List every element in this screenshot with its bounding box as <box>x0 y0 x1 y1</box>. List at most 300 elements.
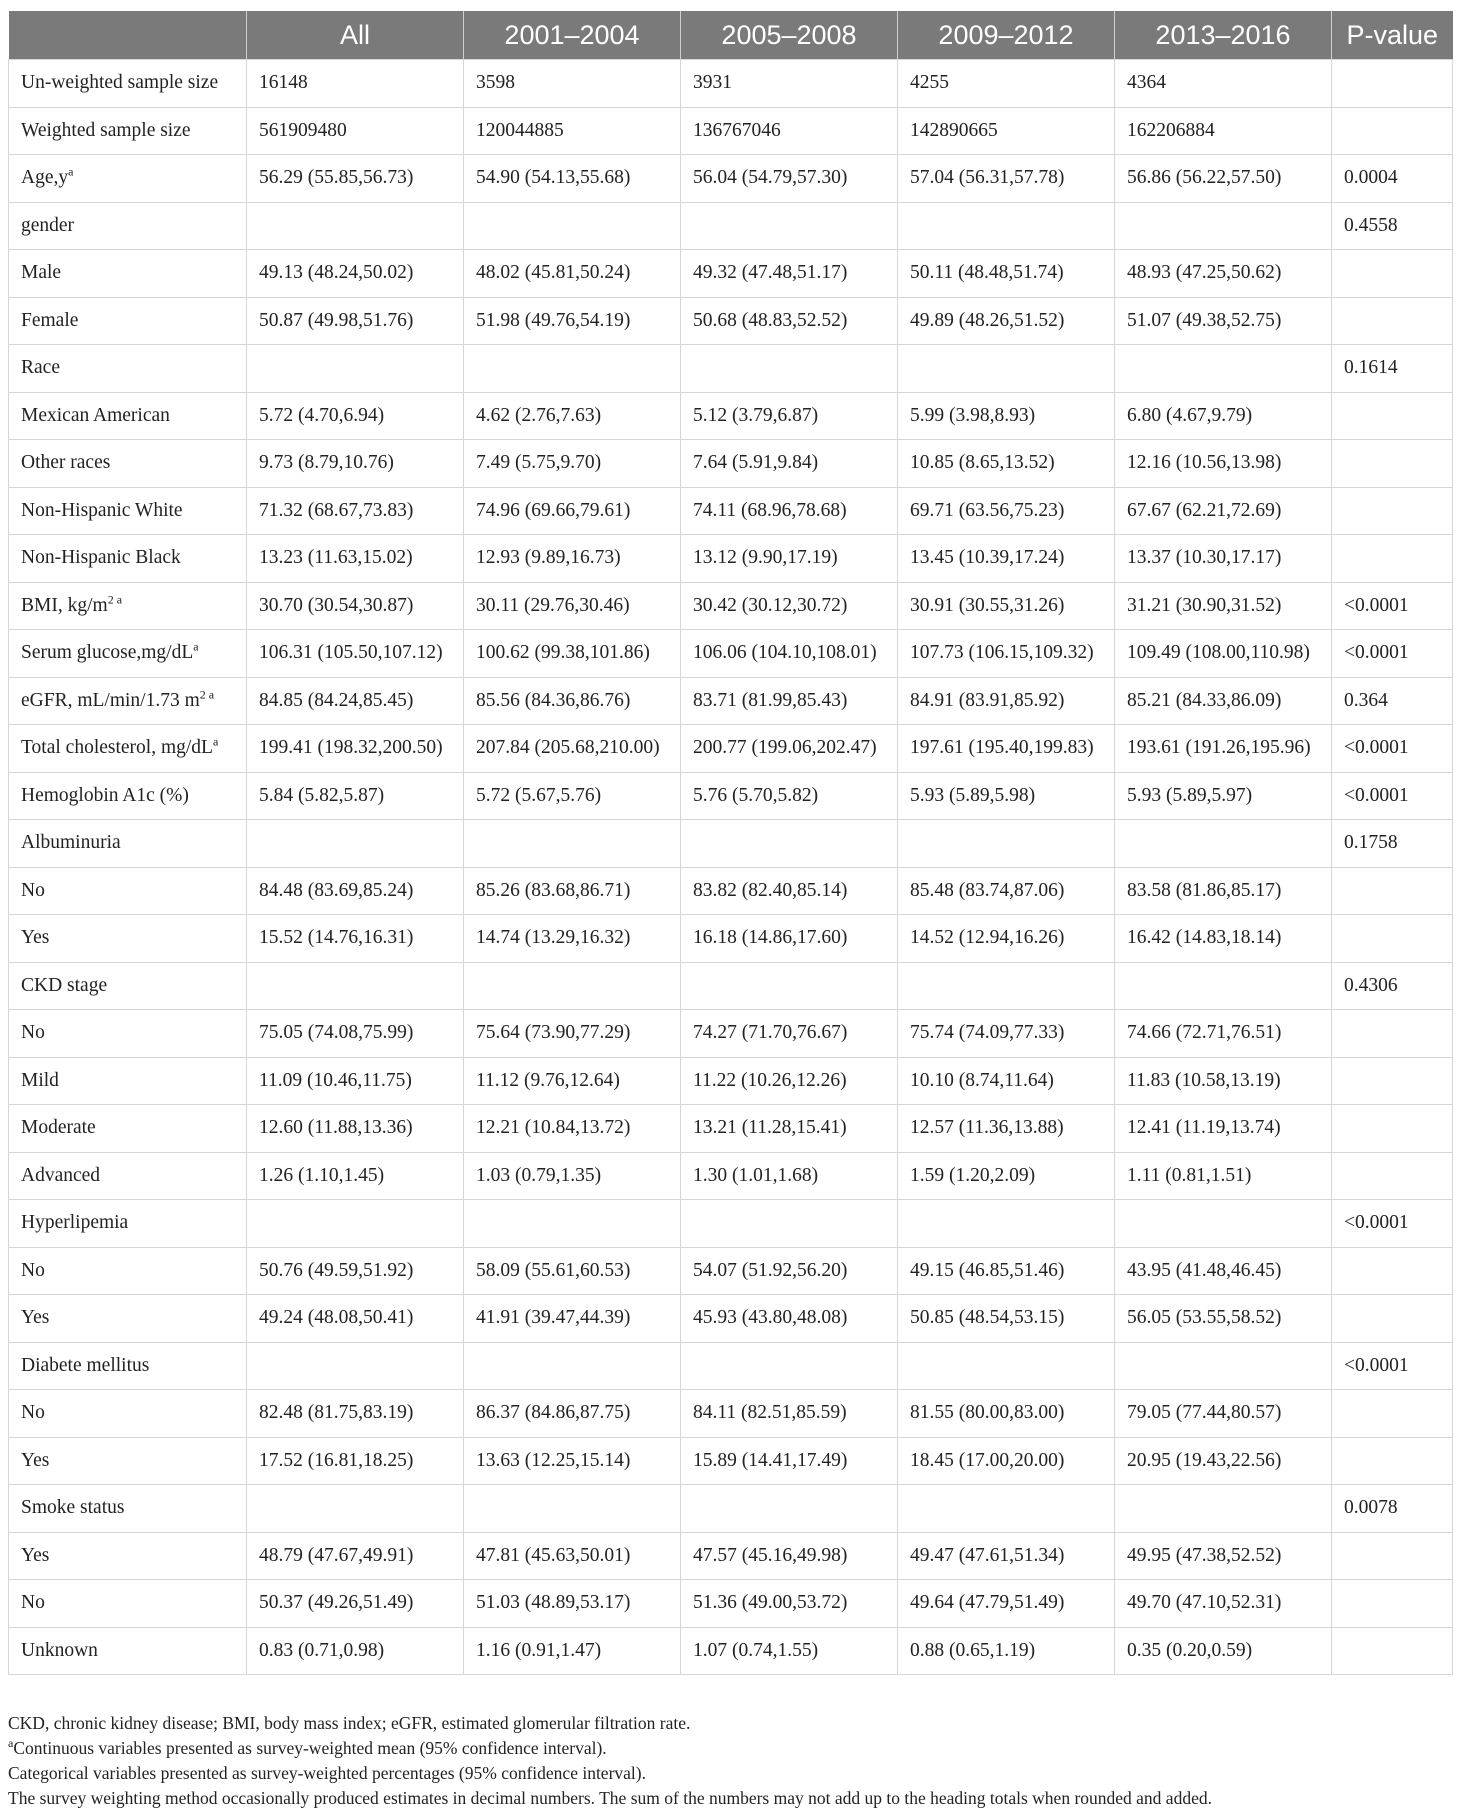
p-value-cell <box>1332 1295 1453 1343</box>
data-cell: 5.72 (5.67,5.76) <box>464 772 681 820</box>
row-label <box>9 1105 247 1153</box>
data-cell: 11.09 (10.46,11.75) <box>247 1057 464 1105</box>
row-label <box>9 772 247 820</box>
data-cell: 13.45 (10.39,17.24) <box>898 535 1115 583</box>
table-row <box>9 915 1453 963</box>
data-cell: 83.82 (82.40,85.14) <box>681 867 898 915</box>
p-value-cell: 0.364 <box>1332 677 1453 725</box>
p-value-cell <box>1332 1010 1453 1058</box>
row-label <box>9 202 247 250</box>
table-row <box>9 1342 1453 1390</box>
table-row <box>9 1580 1453 1628</box>
table-row <box>9 60 1453 108</box>
data-cell: 106.31 (105.50,107.12) <box>247 630 464 678</box>
row-label-text: Serum glucose,mg/dL <box>21 642 194 664</box>
data-cell: 100.62 (99.38,101.86) <box>464 630 681 678</box>
data-cell: 54.07 (51.92,56.20) <box>681 1247 898 1295</box>
row-label <box>9 1580 247 1628</box>
table-row <box>9 297 1453 345</box>
row-label <box>9 1390 247 1438</box>
data-cell: 11.12 (9.76,12.64) <box>464 1057 681 1105</box>
data-cell: 41.91 (39.47,44.39) <box>464 1295 681 1343</box>
header-cell: All <box>247 11 464 60</box>
data-cell: 106.06 (104.10,108.01) <box>681 630 898 678</box>
p-value-cell <box>1332 1105 1453 1153</box>
table-body <box>9 60 1453 1675</box>
data-cell: 45.93 (43.80,48.08) <box>681 1295 898 1343</box>
data-cell <box>247 1342 464 1390</box>
data-cell <box>1115 202 1332 250</box>
row-label <box>9 1437 247 1485</box>
data-cell: 47.81 (45.63,50.01) <box>464 1532 681 1580</box>
p-value-cell: 0.0004 <box>1332 155 1453 203</box>
footnote-continuous <box>8 1736 1452 1761</box>
p-value-cell: <0.0001 <box>1332 1200 1453 1248</box>
data-cell: 56.86 (56.22,57.50) <box>1115 155 1332 203</box>
row-label-text: Mexican American <box>21 404 170 426</box>
data-cell: 207.84 (205.68,210.00) <box>464 725 681 773</box>
data-cell: 50.37 (49.26,51.49) <box>247 1580 464 1628</box>
data-cell: 11.83 (10.58,13.19) <box>1115 1057 1332 1105</box>
footnote-abbreviations: CKD, chronic kidney disease; BMI, body mass index; eGFR, estimated glomerular filtration rate. <box>8 1713 691 1733</box>
p-value-cell <box>1332 392 1453 440</box>
row-label-text: No <box>21 879 45 901</box>
data-cell: 120044885 <box>464 107 681 155</box>
data-cell: 1.26 (1.10,1.45) <box>247 1152 464 1200</box>
data-cell <box>1115 962 1332 1010</box>
data-cell: 5.76 (5.70,5.82) <box>681 772 898 820</box>
data-cell: 13.37 (10.30,17.17) <box>1115 535 1332 583</box>
table-row <box>9 1057 1453 1105</box>
header-cell: P-value <box>1332 11 1453 60</box>
data-cell: 82.48 (81.75,83.19) <box>247 1390 464 1438</box>
p-value-cell <box>1332 1437 1453 1485</box>
data-cell <box>898 202 1115 250</box>
row-label-text: No <box>21 1259 45 1281</box>
data-cell: 16148 <box>247 60 464 108</box>
data-cell: 4.62 (2.76,7.63) <box>464 392 681 440</box>
p-value-cell <box>1332 915 1453 963</box>
table-row <box>9 1295 1453 1343</box>
data-cell: 7.49 (5.75,9.70) <box>464 440 681 488</box>
row-label-text: Moderate <box>21 1117 96 1139</box>
row-label-text: Yes <box>21 1449 50 1471</box>
data-cell: 13.23 (11.63,15.02) <box>247 535 464 583</box>
data-cell: 49.89 (48.26,51.52) <box>898 297 1115 345</box>
data-cell: 83.58 (81.86,85.17) <box>1115 867 1332 915</box>
data-cell: 5.93 (5.89,5.97) <box>1115 772 1332 820</box>
row-label-text: Un-weighted sample size <box>21 72 219 94</box>
table-row <box>9 962 1453 1010</box>
data-cell: 9.73 (8.79,10.76) <box>247 440 464 488</box>
table-row <box>9 582 1453 630</box>
table-row <box>9 772 1453 820</box>
data-cell: 107.73 (106.15,109.32) <box>898 630 1115 678</box>
data-cell: 12.16 (10.56,13.98) <box>1115 440 1332 488</box>
table-row <box>9 250 1453 298</box>
row-label-text: Other races <box>21 452 111 474</box>
p-value-cell <box>1332 487 1453 535</box>
data-cell: 49.15 (46.85,51.46) <box>898 1247 1115 1295</box>
data-cell: 12.57 (11.36,13.88) <box>898 1105 1115 1153</box>
data-cell <box>247 820 464 868</box>
data-cell: 136767046 <box>681 107 898 155</box>
data-cell: 3931 <box>681 60 898 108</box>
p-value-cell: <0.0001 <box>1332 582 1453 630</box>
table-row <box>9 1010 1453 1058</box>
data-cell <box>898 820 1115 868</box>
data-cell: 3598 <box>464 60 681 108</box>
table-row <box>9 1200 1453 1248</box>
data-cell: 12.41 (11.19,13.74) <box>1115 1105 1332 1153</box>
data-cell: 109.49 (108.00,110.98) <box>1115 630 1332 678</box>
data-cell: 1.11 (0.81,1.51) <box>1115 1152 1332 1200</box>
p-value-cell <box>1332 1390 1453 1438</box>
p-value-cell: 0.4558 <box>1332 202 1453 250</box>
row-label <box>9 1627 247 1675</box>
table-row <box>9 392 1453 440</box>
data-cell: 84.85 (84.24,85.45) <box>247 677 464 725</box>
data-cell <box>1115 345 1332 393</box>
data-cell: 5.72 (4.70,6.94) <box>247 392 464 440</box>
data-cell: 4255 <box>898 60 1115 108</box>
data-cell: 6.80 (4.67,9.79) <box>1115 392 1332 440</box>
row-label-text: No <box>21 1022 45 1044</box>
row-label-superscript: a <box>193 639 199 654</box>
data-cell: 13.12 (9.90,17.19) <box>681 535 898 583</box>
data-cell <box>1115 1200 1332 1248</box>
row-label-text: Diabete mellitus <box>21 1354 150 1376</box>
row-label <box>9 820 247 868</box>
header-cell: 2013–2016 <box>1115 11 1332 60</box>
data-cell: 85.56 (84.36,86.76) <box>464 677 681 725</box>
data-cell: 49.32 (47.48,51.17) <box>681 250 898 298</box>
data-cell: 84.11 (82.51,85.59) <box>681 1390 898 1438</box>
data-cell <box>464 1485 681 1533</box>
data-cell: 5.99 (3.98,8.93) <box>898 392 1115 440</box>
data-cell: 10.85 (8.65,13.52) <box>898 440 1115 488</box>
row-label-text: Yes <box>21 927 50 949</box>
data-cell: 56.04 (54.79,57.30) <box>681 155 898 203</box>
footnote-continuous-text: Continuous variables presented as survey-weighted mean (95% confidence interval). <box>13 1738 607 1758</box>
data-cell <box>464 962 681 1010</box>
table-container <box>8 11 1452 1675</box>
row-label <box>9 155 247 203</box>
p-value-cell <box>1332 1247 1453 1295</box>
footnote-mark: a <box>8 1736 14 1751</box>
data-cell <box>681 962 898 1010</box>
data-cell: 30.91 (30.55,31.26) <box>898 582 1115 630</box>
data-cell: 49.24 (48.08,50.41) <box>247 1295 464 1343</box>
data-cell: 58.09 (55.61,60.53) <box>464 1247 681 1295</box>
data-cell: 49.64 (47.79,51.49) <box>898 1580 1115 1628</box>
p-value-cell <box>1332 1532 1453 1580</box>
data-cell <box>247 962 464 1010</box>
row-label <box>9 535 247 583</box>
data-cell: 1.07 (0.74,1.55) <box>681 1627 898 1675</box>
data-cell: 17.52 (16.81,18.25) <box>247 1437 464 1485</box>
data-cell <box>898 1485 1115 1533</box>
data-cell: 75.05 (74.08,75.99) <box>247 1010 464 1058</box>
footnote-weighting: The survey weighting method occasionally produced estimates in decimal numbers. The sum of the numbers may not add up to the heading totals when rounded and added. <box>8 1788 1212 1808</box>
data-cell: 5.84 (5.82,5.87) <box>247 772 464 820</box>
data-cell <box>1115 1485 1332 1533</box>
p-value-cell: <0.0001 <box>1332 725 1453 773</box>
table-row <box>9 1627 1453 1675</box>
data-cell: 71.32 (68.67,73.83) <box>247 487 464 535</box>
row-label <box>9 392 247 440</box>
row-label <box>9 725 247 773</box>
data-cell: 84.91 (83.91,85.92) <box>898 677 1115 725</box>
row-label <box>9 1010 247 1058</box>
data-cell: 31.21 (30.90,31.52) <box>1115 582 1332 630</box>
data-cell: 49.13 (48.24,50.02) <box>247 250 464 298</box>
p-value-cell: 0.1614 <box>1332 345 1453 393</box>
data-cell: 85.26 (83.68,86.71) <box>464 867 681 915</box>
data-cell: 162206884 <box>1115 107 1332 155</box>
data-cell: 1.30 (1.01,1.68) <box>681 1152 898 1200</box>
p-value-cell: 0.4306 <box>1332 962 1453 1010</box>
data-cell: 85.21 (84.33,86.09) <box>1115 677 1332 725</box>
table-row <box>9 1390 1453 1438</box>
table-row <box>9 440 1453 488</box>
data-cell: 69.71 (63.56,75.23) <box>898 487 1115 535</box>
data-cell: 48.93 (47.25,50.62) <box>1115 250 1332 298</box>
data-cell: 74.66 (72.71,76.51) <box>1115 1010 1332 1058</box>
row-label-text: Yes <box>21 1544 50 1566</box>
row-label-text: Albuminuria <box>21 832 121 854</box>
data-cell: 561909480 <box>247 107 464 155</box>
data-cell: 54.90 (54.13,55.68) <box>464 155 681 203</box>
row-label-text: Mild <box>21 1069 59 1091</box>
data-cell: 56.05 (53.55,58.52) <box>1115 1295 1332 1343</box>
table-row <box>9 1532 1453 1580</box>
data-cell <box>464 1200 681 1248</box>
p-value-cell: <0.0001 <box>1332 630 1453 678</box>
data-cell: 5.12 (3.79,6.87) <box>681 392 898 440</box>
data-cell: 14.52 (12.94,16.26) <box>898 915 1115 963</box>
data-cell: 67.67 (62.21,72.69) <box>1115 487 1332 535</box>
table-row <box>9 345 1453 393</box>
row-label <box>9 630 247 678</box>
data-cell: 18.45 (17.00,20.00) <box>898 1437 1115 1485</box>
row-label <box>9 107 247 155</box>
data-cell: 12.93 (9.89,16.73) <box>464 535 681 583</box>
table-row <box>9 677 1453 725</box>
data-cell: 10.10 (8.74,11.64) <box>898 1057 1115 1105</box>
table-header-row <box>9 11 1453 60</box>
table-row <box>9 1247 1453 1295</box>
table-row <box>9 1152 1453 1200</box>
data-cell: 49.47 (47.61,51.34) <box>898 1532 1115 1580</box>
data-cell: 30.11 (29.76,30.46) <box>464 582 681 630</box>
data-cell: 30.70 (30.54,30.87) <box>247 582 464 630</box>
p-value-cell <box>1332 60 1453 108</box>
data-cell: 43.95 (41.48,46.45) <box>1115 1247 1332 1295</box>
row-label <box>9 297 247 345</box>
row-label-text: Weighted sample size <box>21 119 191 141</box>
header-cell <box>9 11 247 60</box>
data-cell: 0.88 (0.65,1.19) <box>898 1627 1115 1675</box>
p-value-cell <box>1332 1152 1453 1200</box>
data-cell <box>681 345 898 393</box>
header-cell: 2005–2008 <box>681 11 898 60</box>
p-value-cell: 0.1758 <box>1332 820 1453 868</box>
data-cell: 20.95 (19.43,22.56) <box>1115 1437 1332 1485</box>
data-cell <box>898 962 1115 1010</box>
table-row <box>9 202 1453 250</box>
row-label-text: Age,y <box>21 167 69 189</box>
row-label-text: Hemoglobin A1c (%) <box>21 784 189 806</box>
p-value-cell <box>1332 297 1453 345</box>
row-label <box>9 1247 247 1295</box>
row-label <box>9 1295 247 1343</box>
data-cell: 5.93 (5.89,5.98) <box>898 772 1115 820</box>
data-cell: 0.83 (0.71,0.98) <box>247 1627 464 1675</box>
data-cell: 51.36 (49.00,53.72) <box>681 1580 898 1628</box>
p-value-cell <box>1332 250 1453 298</box>
row-label-text: Smoke status <box>21 1497 125 1519</box>
data-cell: 0.35 (0.20,0.59) <box>1115 1627 1332 1675</box>
table-row <box>9 725 1453 773</box>
data-cell: 74.96 (69.66,79.61) <box>464 487 681 535</box>
p-value-cell <box>1332 1627 1453 1675</box>
data-cell <box>464 1342 681 1390</box>
data-cell <box>1115 1342 1332 1390</box>
data-cell: 81.55 (80.00,83.00) <box>898 1390 1115 1438</box>
data-cell <box>681 1485 898 1533</box>
data-cell: 49.95 (47.38,52.52) <box>1115 1532 1332 1580</box>
row-label-text: eGFR, mL/min/1.73 m <box>21 689 200 711</box>
footnote-categorical: Categorical variables presented as survey-weighted percentages (95% confidence interval). <box>8 1763 646 1783</box>
row-label-text: No <box>21 1402 45 1424</box>
data-cell: 50.85 (48.54,53.15) <box>898 1295 1115 1343</box>
data-cell: 75.64 (73.90,77.29) <box>464 1010 681 1058</box>
data-table <box>8 11 1453 1675</box>
data-cell <box>247 345 464 393</box>
p-value-cell <box>1332 1057 1453 1105</box>
data-cell: 50.76 (49.59,51.92) <box>247 1247 464 1295</box>
data-cell: 197.61 (195.40,199.83) <box>898 725 1115 773</box>
data-cell: 12.21 (10.84,13.72) <box>464 1105 681 1153</box>
row-label-text: Hyperlipemia <box>21 1212 129 1234</box>
table-row <box>9 630 1453 678</box>
data-cell: 142890665 <box>898 107 1115 155</box>
data-cell: 13.63 (12.25,15.14) <box>464 1437 681 1485</box>
data-cell: 48.79 (47.67,49.91) <box>247 1532 464 1580</box>
row-label-superscript: a <box>68 164 74 179</box>
row-label-superscript: 2 a <box>199 687 215 702</box>
row-label <box>9 1485 247 1533</box>
data-cell: 84.48 (83.69,85.24) <box>247 867 464 915</box>
data-cell <box>681 1200 898 1248</box>
table-row <box>9 1105 1453 1153</box>
data-cell: 199.41 (198.32,200.50) <box>247 725 464 773</box>
data-cell: 51.03 (48.89,53.17) <box>464 1580 681 1628</box>
data-cell: 74.11 (68.96,78.68) <box>681 487 898 535</box>
data-cell: 51.07 (49.38,52.75) <box>1115 297 1332 345</box>
data-cell: 1.16 (0.91,1.47) <box>464 1627 681 1675</box>
row-label-text: Male <box>21 262 62 284</box>
data-cell: 51.98 (49.76,54.19) <box>464 297 681 345</box>
data-cell: 14.74 (13.29,16.32) <box>464 915 681 963</box>
p-value-cell: <0.0001 <box>1332 1342 1453 1390</box>
row-label <box>9 962 247 1010</box>
row-label <box>9 915 247 963</box>
data-cell: 56.29 (55.85,56.73) <box>247 155 464 203</box>
data-cell <box>898 345 1115 393</box>
row-label-superscript: a <box>212 734 219 749</box>
data-cell: 75.74 (74.09,77.33) <box>898 1010 1115 1058</box>
row-label-text: Unknown <box>21 1639 98 1661</box>
row-label-text: BMI, kg/m <box>21 594 108 616</box>
data-cell: 47.57 (45.16,49.98) <box>681 1532 898 1580</box>
row-label <box>9 1200 247 1248</box>
header-cell: 2009–2012 <box>898 11 1115 60</box>
row-label-text: gender <box>21 214 75 236</box>
row-label-text: CKD stage <box>21 974 108 996</box>
row-label-text: No <box>21 1592 45 1614</box>
row-label <box>9 1342 247 1390</box>
row-label-text: Non-Hispanic Black <box>21 547 181 569</box>
data-cell <box>247 1200 464 1248</box>
data-cell: 15.52 (14.76,16.31) <box>247 915 464 963</box>
data-cell <box>681 202 898 250</box>
data-cell: 7.64 (5.91,9.84) <box>681 440 898 488</box>
row-label <box>9 867 247 915</box>
row-label-text: Total cholesterol, mg/dL <box>21 737 213 759</box>
table-row <box>9 1437 1453 1485</box>
data-cell <box>464 345 681 393</box>
p-value-cell <box>1332 867 1453 915</box>
data-cell: 50.11 (48.48,51.74) <box>898 250 1115 298</box>
data-cell <box>464 820 681 868</box>
data-cell: 1.59 (1.20,2.09) <box>898 1152 1115 1200</box>
data-cell: 200.77 (199.06,202.47) <box>681 725 898 773</box>
data-cell: 11.22 (10.26,12.26) <box>681 1057 898 1105</box>
data-cell: 50.87 (49.98,51.76) <box>247 297 464 345</box>
p-value-cell: 0.0078 <box>1332 1485 1453 1533</box>
data-cell: 74.27 (71.70,76.67) <box>681 1010 898 1058</box>
table-row <box>9 535 1453 583</box>
p-value-cell: <0.0001 <box>1332 772 1453 820</box>
data-cell: 1.03 (0.79,1.35) <box>464 1152 681 1200</box>
data-cell: 57.04 (56.31,57.78) <box>898 155 1115 203</box>
data-cell: 86.37 (84.86,87.75) <box>464 1390 681 1438</box>
p-value-cell <box>1332 535 1453 583</box>
data-cell: 15.89 (14.41,17.49) <box>681 1437 898 1485</box>
row-label-text: Female <box>21 309 79 331</box>
data-cell: 49.70 (47.10,52.31) <box>1115 1580 1332 1628</box>
data-cell: 50.68 (48.83,52.52) <box>681 297 898 345</box>
data-cell: 16.18 (14.86,17.60) <box>681 915 898 963</box>
data-cell <box>1115 820 1332 868</box>
data-cell: 85.48 (83.74,87.06) <box>898 867 1115 915</box>
data-cell: 16.42 (14.83,18.14) <box>1115 915 1332 963</box>
data-cell: 4364 <box>1115 60 1332 108</box>
row-label-text: Yes <box>21 1307 50 1329</box>
data-cell: 193.61 (191.26,195.96) <box>1115 725 1332 773</box>
row-label-text: Advanced <box>21 1164 101 1186</box>
data-cell <box>464 202 681 250</box>
footnotes <box>8 1711 1452 1811</box>
row-label <box>9 582 247 630</box>
data-cell <box>247 1485 464 1533</box>
row-label <box>9 440 247 488</box>
row-label-text: Race <box>21 357 60 379</box>
data-cell <box>898 1200 1115 1248</box>
data-cell: 83.71 (81.99,85.43) <box>681 677 898 725</box>
